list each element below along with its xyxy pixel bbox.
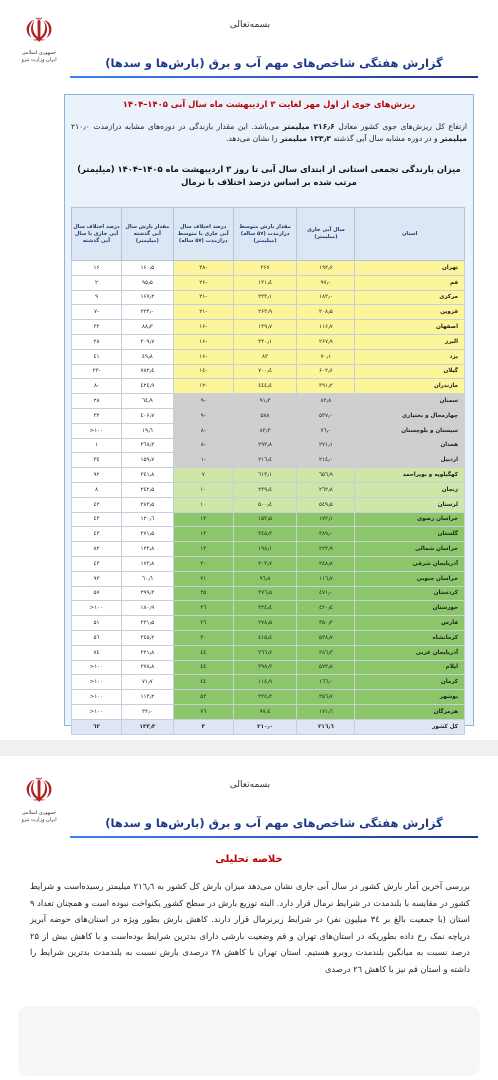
table-row [72,556,465,571]
cell-diff-last-year: ۸ [72,482,122,497]
cell-diff-long-term: -۱۲ [173,379,233,394]
cell-long-term: ۲۶۳٫۹ [233,305,297,320]
cell-last-year: ٦٤٫۹ [121,394,173,409]
cell-long-term: ۱۱٤٫۹ [233,675,297,690]
cell-diff-long-term: ۱۰ [173,482,233,497]
cell-current-year: ۳۹۱٫۲ [297,379,355,394]
cell-current-year: ۳۵۰٫۲ [297,616,355,631]
cell-last-year: ۲۰۹٫۷ [121,334,173,349]
cell-long-term: ۳۷٦٫۵ [233,586,297,601]
cell-diff-last-year: ۵٦ [72,630,122,645]
cell-long-term: ۲٦٦٫۷ [233,645,297,660]
cell-current-year: ۲٤۸٫۸ [297,556,355,571]
cell-province: قزوین [355,305,465,320]
cell-last-year: ۷۱٫۷ [121,675,173,690]
cell-long-term: ۹۷٫٤ [233,704,297,719]
cell-diff-long-term: ۲۰ [173,556,233,571]
col-header-last-year: مقدار بارش سال آبی گذشته (میلیمتر) [121,208,173,261]
cell-last-year: ۷۸۲٫٤ [121,364,173,379]
cell-province: البرز [355,334,465,349]
cell-diff-last-year: ۱۰۰< [72,423,122,438]
cell-last-year: ٦۰٫٦ [121,571,173,586]
cell-diff-long-term: -۱ [173,453,233,468]
cell-current-year: ۱۷۲٫۱ [297,512,355,527]
cell-last-year: ۱۲۲٫۸ [121,542,173,557]
cell-last-year: ۲۷۱٫۵ [121,527,173,542]
table-row [72,290,465,305]
cell-last-year: ۸۸٫۳ [121,320,173,335]
cell-province: کهگیلویه و بویراحمد [355,468,465,483]
table-row [72,364,465,379]
cell-last-year: ۱۶۷٫۲ [121,290,173,305]
cell-diff-last-year: ۸۲ [72,542,122,557]
emblem-icon: ☫ [23,11,55,51]
cell-last-year: ٤۹٫۸ [121,349,173,364]
cell-long-term: ۷۰۰٫٤ [233,364,297,379]
col-header-province: استان [355,208,465,261]
cell-long-term: ۲۷۸٫۵ [233,616,297,631]
cell-diff-last-year: -۷ [72,305,122,320]
cell-current-year: ۹۷٫۰ [297,275,355,290]
cell-diff-last-year: ۱۰۰< [72,704,122,719]
cell-current-year: ۱۱٦٫۷ [297,571,355,586]
cell-current-year: ۶۰۲٫۶ [297,364,355,379]
iran-emblem-2 [16,772,62,842]
table-row [72,453,465,468]
cell-province: کرمانشاه [355,630,465,645]
cell-current-year: ۲۷۱٫۱ [297,438,355,453]
table-row [72,261,465,276]
cell-province: آذربایجان شرقی [355,556,465,571]
cell-current-year: ٤۲۰٫٤ [297,601,355,616]
cell-current-year: ۵۳۸٫۷ [297,630,355,645]
cell-long-term: ۳۲۰٫۱ [233,334,297,349]
cell-last-year: ٤۲٤٫۹ [121,379,173,394]
cell-diff-last-year: -۸ [72,379,122,394]
cell-province: زنجان [355,482,465,497]
emblem-icon: ☫ [23,771,55,811]
cell-province: خوزستان [355,601,465,616]
summary-paragraph: بررسی آخرین آمار بارش کشور در سال آبی جاری نشان می‌دهد میزان بارش کل کشور به ۲۱٦٫٦ میلیمتر رسیده‌است و شرایط کشور در مقایسه با بلندمدت در شرایط نرمال قرار دارد. البته توزیع بارش در سطح کشور یکنواخت نبوده است و همچنان تعداد ۹ استان (با جمعیت بالغ بر ۳٤ میلیون نفر) در شرایط زیرنرمال قرار دارند. کاهش بارش بطور ویژه در استان‌های حوضه آبریز دریاچه نمک رخ داده بطوریکه در استان‌های تهران و قم وضعیت بارشی دارای بدترین شرایط بوده‌است و با کاهش بیش از ۲۵ درصد نسبت به میانگین بلندمدت روبرو هستیم. استان تهران با کاهش ۲۸ درصدی بارش نسبت به بلندمدت بدترین شرایط را داشته و استان قم نیز با کاهش ۲٦ درصدی [30,881,470,974]
cell-province: خراسان رضوی [355,512,465,527]
cell-province: همدان [355,438,465,453]
cell-long-term: ۲۳٤٫۳ [233,690,297,705]
table-row [72,675,465,690]
cell-last-year: ٤۰۶٫۷ [121,408,173,423]
cell-province: ایلام [355,660,465,675]
provincial-rainfall-table [71,207,465,735]
cell-diff-last-year: ٤۳ [72,497,122,512]
cell-province: سمنان [355,394,465,409]
cell-diff-last-year: ۲۸ [72,334,122,349]
cell-province: کردستان [355,586,465,601]
emblem-caption: جمهوری اسلامی ایران وزارت نیرو [21,50,57,63]
cell-diff-long-term: -۹ [173,408,233,423]
cell-province: بوشهر [355,690,465,705]
cell-diff-last-year: ٤۳ [72,527,122,542]
total-diff-last-year: ٦۲ [72,719,122,734]
table-row [72,571,465,586]
cell-current-year: ۵۳۷٫۰ [297,408,355,423]
cell-province: چهارمحال و بختیاری [355,408,465,423]
header-divider [70,76,478,78]
cell-last-year: ۲٤۲٫۵ [121,482,173,497]
cell-province: کرمان [355,675,465,690]
cell-long-term: ۲۳۳٫۱ [233,290,297,305]
report-title: گزارش هفتگی شاخص‌های مهم آب و برق (بارش‌ها و سدها) [105,56,443,70]
table-row [72,482,465,497]
cell-province: اصفهان [355,320,465,335]
table-row [72,497,465,512]
col-header-diff-long-term: درصد اختلاف سال آبی جاری با متوسط درازمدت (۵۷ ساله) [173,208,233,261]
cell-long-term: ۱۳۱٫٤ [233,275,297,290]
emblem-caption: جمهوری اسلامی ایران وزارت نیرو [21,810,57,823]
cell-diff-last-year: ۳۲ [72,320,122,335]
table-row [72,660,465,675]
cell-diff-last-year: ۵۱ [72,616,122,631]
cell-diff-long-term: -۲۸ [173,261,233,276]
cell-current-year: ۳۸۹٫۰ [297,527,355,542]
cell-diff-long-term: ٤٤ [173,660,233,675]
cell-long-term: ۲۶۷ [233,261,297,276]
cell-current-year: ۱۷۱٫٦ [297,704,355,719]
table-row [72,542,465,557]
cell-current-year: ۲۲۳٫۹ [297,542,355,557]
cell-last-year: ۱۲۰٫٦ [121,512,173,527]
cell-last-year: ۲۲۴٫۰ [121,305,173,320]
cell-current-year: ۳۸٦٫۳ [297,645,355,660]
cell-diff-last-year: ۷٤ [72,645,122,660]
cell-province: فارس [355,616,465,631]
cell-diff-last-year: ۲ [72,275,122,290]
cell-long-term: ۵۸۸ [233,408,297,423]
cell-last-year: ۳٤۵٫۲ [121,630,173,645]
cell-diff-last-year: ۱۶ [72,261,122,276]
header-divider-2 [70,836,478,838]
cell-diff-long-term: ۷ [173,468,233,483]
cell-diff-last-year: ۱۰۰< [72,601,122,616]
cell-diff-long-term: ۱۳ [173,542,233,557]
cell-province: تهران [355,261,465,276]
cell-diff-long-term: -۱۶ [173,334,233,349]
cell-last-year: ۲٦۸٫۳ [121,438,173,453]
table-row [72,645,465,660]
table-row [72,305,465,320]
cell-province: هرمزگان [355,704,465,719]
basmala-2: بسمه‌تعالی [229,780,271,790]
cell-province: گلستان [355,527,465,542]
total-current-year: ۲۱٦٫٦ [297,719,355,734]
table-row [72,320,465,335]
cell-current-year: ۲۱٤٫۰ [297,453,355,468]
rainfall-paragraph: ارتفاع کل ریزش‌های جوی کشور معادل ۲۱۶٫۶ میلیمتر می‌باشد. این مقدار بارندگی در دوره‌های مشابه درازمدت ۲۱۰٫۰ میلیمتر و در دوره مشابه سال آبی گذشته ۱۳۳٫۳ میلیمتر را نشان می‌دهد. [71,122,468,143]
cell-current-year: ۱۱۶٫۷ [297,320,355,335]
cell-diff-last-year: ۱۰۰< [72,675,122,690]
cell-last-year: ۲۲۱٫۸ [121,645,173,660]
bottom-overlay-bar [18,1006,480,1076]
cell-diff-long-term: -۱۶ [173,349,233,364]
table-body [72,261,465,735]
table-row [72,586,465,601]
total-province: کل کشور [355,719,465,734]
cell-diff-last-year: ٤۳ [72,556,122,571]
cell-diff-long-term: ٤٤ [173,675,233,690]
cell-last-year: ۱۱۳٫۲ [121,690,173,705]
cell-last-year: ۱۵۹٫۷ [121,453,173,468]
cell-long-term: ۲۰۳٫۷ [233,556,297,571]
cell-diff-last-year: ۱۰۰< [72,690,122,705]
cell-current-year: ۲۶۷٫۹ [297,334,355,349]
iran-emblem [16,12,62,82]
table-row [72,512,465,527]
cell-current-year: ۲۰۸٫۵ [297,305,355,320]
table-row [72,704,465,719]
cell-current-year: ٤۷۱٫۰ [297,586,355,601]
cell-province: اردبیل [355,453,465,468]
cell-diff-long-term: -۲۱ [173,305,233,320]
cell-last-year: ۲۳۱٫۵ [121,616,173,631]
cell-last-year: ۳٤۱٫۸ [121,468,173,483]
cell-diff-long-term: ۱۳ [173,527,233,542]
cell-current-year: ۸۳٫۸ [297,394,355,409]
cell-diff-last-year: ۵۷ [72,586,122,601]
report-title-2: گزارش هفتگی شاخص‌های مهم آب و برق (بارش‌ها و سدها) [105,816,443,830]
cell-diff-long-term: ۲۱ [173,571,233,586]
col-header-diff-last-year: درصد اختلاف سال آبی جاری با سال آبی گذشته [72,208,122,261]
summary-title: خلاصه تحلیلی [215,854,283,865]
cell-last-year: ۲۹۹٫۳ [121,586,173,601]
table-row [72,334,465,349]
cell-diff-last-year: ۹۳ [72,571,122,586]
table-row [72,408,465,423]
cell-diff-long-term: -۹ [173,394,233,409]
col-header-current-year: سال آبی جاری (میلیمتر) [297,208,355,261]
cell-diff-long-term: ۱۰ [173,497,233,512]
cell-diff-long-term: -۸ [173,423,233,438]
cell-diff-long-term: ٤٤ [173,645,233,660]
cell-last-year: ۱۸۰٫۹ [121,601,173,616]
table-total-row [72,719,465,734]
cell-province: قم [355,275,465,290]
cell-province: خراسان شمالی [355,542,465,557]
cell-current-year: ۷۰٫۱ [297,349,355,364]
cell-current-year: ۳۵٦٫۷ [297,690,355,705]
cell-long-term: ۱۳۹٫۷ [233,320,297,335]
table-title-line-2: مرتب شده بر اساس درصد اختلاف با نرمال [181,177,357,187]
total-diff-long-term: ۳ [173,719,233,734]
cell-long-term: ۲۱٦٫٤ [233,453,297,468]
cell-long-term: ۲۹۳٫۸ [233,438,297,453]
cell-diff-long-term: -۲۶ [173,275,233,290]
cell-long-term: ۸۳ [233,349,297,364]
cell-long-term: ۱۹۸٫۱ [233,542,297,557]
cell-diff-long-term: -۸ [173,438,233,453]
cell-last-year: ۳۸۳٫۵ [121,497,173,512]
table-row [72,438,465,453]
cell-diff-last-year: ۳٤ [72,453,122,468]
cell-diff-last-year: ۹۲ [72,468,122,483]
cell-province: آذربایجان غربی [355,645,465,660]
table-row [72,423,465,438]
basmala: بسمه‌تعالی [229,20,271,30]
cell-current-year: ۷٦٫۰ [297,423,355,438]
table-row [72,527,465,542]
col-header-long-term: مقدار بارش متوسط درازمدت (۵۷ ساله) (میلیمتر) [233,208,297,261]
cell-last-year: ۱۹٫٦ [121,423,173,438]
cell-last-year: ۳۳٫۰ [121,704,173,719]
cell-diff-long-term: ۳۰ [173,630,233,645]
cell-long-term: ۳۳٤٫٤ [233,601,297,616]
cell-diff-long-term: -۱٤ [173,364,233,379]
cell-last-year: ۹۵٫۵ [121,275,173,290]
cell-last-year: ۱۶۰٫۵ [121,261,173,276]
cell-current-year: ۵۷۳٫۸ [297,660,355,675]
total-long-term: ۲۱۰٫۰ [233,719,297,734]
cell-diff-long-term: -۲۱ [173,290,233,305]
table-row [72,394,465,409]
cell-current-year: ۱۹۲٫۶ [297,261,355,276]
cell-province: خراسان جنوبی [355,571,465,586]
cell-province: مرکزی [355,290,465,305]
rainfall-title: ریزش‌های جوی از اول مهر لغایت ۳ اردیبهشت ماه سال آبی ۱۴۰۵–۱۴۰۴ [122,99,416,109]
cell-diff-last-year: -۲۳ [72,364,122,379]
table-row [72,379,465,394]
table-row [72,349,465,364]
cell-long-term: ۲۳۹٫٤ [233,482,297,497]
cell-long-term: ۹٦٫۸ [233,571,297,586]
cell-diff-last-year: ۱۰۰< [72,660,122,675]
cell-diff-long-term: ۷٦ [173,704,233,719]
cell-diff-last-year: ۹ [72,290,122,305]
cell-current-year: ٦۵٦٫۹ [297,468,355,483]
cell-diff-long-term: ۱۲ [173,512,233,527]
cell-long-term: ۹۱٫۳ [233,394,297,409]
cell-long-term: ٤۱۵٫٤ [233,630,297,645]
cell-diff-long-term: ۵۲ [173,690,233,705]
cell-diff-last-year: ٤۳ [72,512,122,527]
cell-diff-long-term: ۲۵ [173,586,233,601]
cell-diff-last-year: ۳۲ [72,408,122,423]
cell-province: مازندران [355,379,465,394]
cell-diff-long-term: -۱۶ [173,320,233,335]
cell-long-term: ۵۰۰٫٤ [233,497,297,512]
table-title-line-1: میزان بارندگی تجمعی استانی از ابتدای سال آبی تا روز ۳ اردیبهشت ماه ۱۴۰۵–۱۴۰۴ (میلیمتر) [77,164,461,174]
rainfall-panel [64,94,474,730]
table-row [72,690,465,705]
table-row [72,468,465,483]
cell-last-year: ۲۷۸٫۸ [121,660,173,675]
table-row [72,275,465,290]
cell-current-year: ۲٦۲٫۸ [297,482,355,497]
table-row [72,630,465,645]
cell-diff-last-year: ٤۱ [72,349,122,364]
cell-long-term: ۳۹۸٫۳ [233,660,297,675]
cell-long-term: ۱۵۳٫۵ [233,512,297,527]
cell-long-term: ٦۱۳٫۱ [233,468,297,483]
table-row [72,601,465,616]
cell-diff-long-term: ۲٦ [173,616,233,631]
cell-last-year: ۱۷۳٫۸ [121,556,173,571]
cell-diff-last-year: ۲۸ [72,394,122,409]
cell-long-term: ۳٤۵٫۳ [233,527,297,542]
cell-province: لرستان [355,497,465,512]
cell-province: گیلان [355,364,465,379]
cell-province: یزد [355,349,465,364]
total-last-year: ۱۳۳٫۳ [121,719,173,734]
cell-current-year: ۵٤۹٫۵ [297,497,355,512]
cell-diff-long-term: ۲٦ [173,601,233,616]
cell-diff-last-year: ۱ [72,438,122,453]
table-title [71,163,467,189]
table-row [72,616,465,631]
cell-long-term: ٤٤٤٫٤ [233,379,297,394]
cell-current-year: ۱۸۳٫۰ [297,290,355,305]
cell-province: سیستان و بلوچستان [355,423,465,438]
cell-long-term: ۸۳٫۳ [233,423,297,438]
table-header-row [72,208,465,261]
cell-current-year: ۱٦٦٫۰ [297,675,355,690]
report-page-2 [0,756,498,1080]
